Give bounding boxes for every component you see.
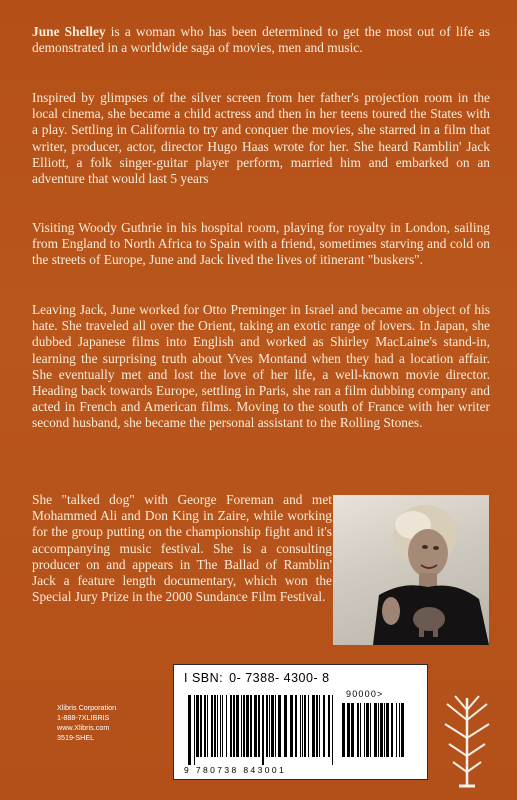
barcode-bar (323, 695, 325, 757)
barcode-bar (278, 695, 281, 757)
barcode-bar (308, 695, 309, 757)
barcode-bar (384, 703, 385, 757)
barcode-bar (194, 695, 195, 765)
isbn-label: I SBN: (184, 671, 224, 685)
barcode-bar (370, 703, 371, 757)
barcode-bar (374, 703, 377, 757)
barcode-bar (332, 695, 333, 765)
isbn-line (184, 671, 336, 685)
publisher-website: www.Xlibris.com (57, 723, 110, 732)
author-name: June Shelley (32, 24, 106, 39)
barcode-bar (262, 695, 264, 765)
barcode-bar (258, 695, 260, 757)
barcode-bar (233, 695, 235, 757)
barcode-bar (357, 703, 359, 757)
publisher-code: 3519-SHEL (57, 733, 95, 742)
ean-barcode-bars (188, 695, 336, 765)
barcode-bar (312, 695, 315, 757)
barcode-bar (380, 703, 383, 757)
barcode-bar (250, 695, 252, 757)
barcode-bar (271, 695, 274, 757)
barcode-bar (300, 695, 301, 757)
publisher-phone: 1-888-7XLIBRIS (57, 713, 110, 722)
career-paragraph: Leaving Jack, June worked for Otto Preminger in Israel and became an object of his hate. She traveled all over the Orient, taking an exotic range of lovers. In Japan, she dubbed Japanese films into English and worked as Shirley MacLaine's stand-in, learning the surprising truth about Yves Montand when they had a location affair. She eventually met and lost the love of her life, a well-known movie director. Heading back towards Europe, settling in Paris, she ran a film dubbing company and acted in French and American films. Moving to the south of France with her writer second husband, she became the personal assistant to the Rolling Stones. (32, 302, 490, 431)
publisher-info (57, 703, 116, 743)
intro-text: is a woman who has been determined to get the most out of life as demonstrated in a worldwide saga of movies, men and music. (32, 24, 490, 56)
barcode-bar (246, 695, 249, 757)
author-intro-paragraph (32, 24, 490, 56)
barcode-bar (396, 703, 397, 757)
travels-paragraph: Visiting Woody Guthrie in his hospital room, playing for royalty in London, sailing from England to North Africa to Spain with a friend, sometimes starving and cold on the streets of Europe, June and Jack lived the lives of itinerant "buskers". (32, 220, 490, 268)
early-life-paragraph: Inspired by glimpses of the silver screen from her father's projection room in the local cinema, she became a child actress and then in her teens toured the States with a play. Settling in California to try and conquer the movies, she starred in a film that writer, producer, actor, director Hugo Haas wrote for her. She heard Ramblin' Jack Elliott, a folk singer-guitar player perform, married him and embarked on an adventure that would last 5 years (32, 90, 490, 187)
barcode-bar (378, 703, 379, 757)
barcode-bar (391, 703, 393, 757)
barcode-bar (241, 695, 242, 757)
barcode-bar (351, 703, 354, 757)
barcode-bar (275, 695, 276, 757)
barcode-bar (342, 703, 345, 757)
barcode-bar (269, 695, 270, 757)
barcode-bar (211, 695, 213, 757)
barcode-bar (200, 695, 202, 757)
barcode-bar (319, 695, 320, 757)
barcode-bar (386, 703, 389, 757)
barcode-bar (284, 695, 287, 757)
barcode-bar (290, 695, 293, 757)
barcode-bar (347, 703, 350, 757)
barcode-bar (243, 695, 245, 757)
publisher-name: Xlibris Corporation (57, 703, 117, 712)
addon-barcode-bars (342, 703, 404, 765)
barcode-bar (254, 695, 257, 757)
barcode-bar (204, 695, 206, 757)
barcode-bar (316, 695, 318, 757)
barcode-bar (366, 703, 369, 757)
price-addon-digits: 90000> (346, 689, 384, 699)
barcode-bar (236, 695, 239, 757)
barcode-bar (207, 695, 208, 757)
barcode-bar (222, 695, 223, 757)
barcode-bar (401, 703, 404, 757)
ean-digits: 9 780738 843001 (184, 765, 287, 775)
barcode-bar (399, 703, 400, 757)
xlibris-tree-logo (437, 690, 497, 790)
barcode-bar (266, 695, 268, 757)
isbn-number: 0- 7388- 4300- 8 (229, 671, 330, 685)
barcode-bar (302, 695, 303, 757)
barcode-bar (217, 695, 218, 757)
barcode-bar (188, 695, 191, 765)
author-photo (333, 495, 489, 645)
barcode-bar (328, 695, 330, 757)
barcode-bar (214, 695, 216, 757)
barcode-bar (226, 695, 227, 757)
barcode-bar (364, 703, 365, 757)
barcode-bar (304, 695, 306, 757)
isbn-barcode (173, 664, 428, 780)
later-life-paragraph: She "talked dog" with George Foreman and met Mohammed Ali and Don King in Zaire, while working for the group putting on the championship fight and it's accompanying music festival. She is a consulting producer on and appears in The Ballad of Ramblin' Jack a feature length documentary, which won the Special Jury Prize in the 2000 Sundance Film Festival. (32, 492, 332, 605)
barcode-bar (360, 703, 361, 757)
barcode-bar (220, 695, 221, 757)
barcode-bar (295, 695, 297, 757)
barcode-bar (196, 695, 199, 757)
barcode-bar (230, 695, 232, 757)
